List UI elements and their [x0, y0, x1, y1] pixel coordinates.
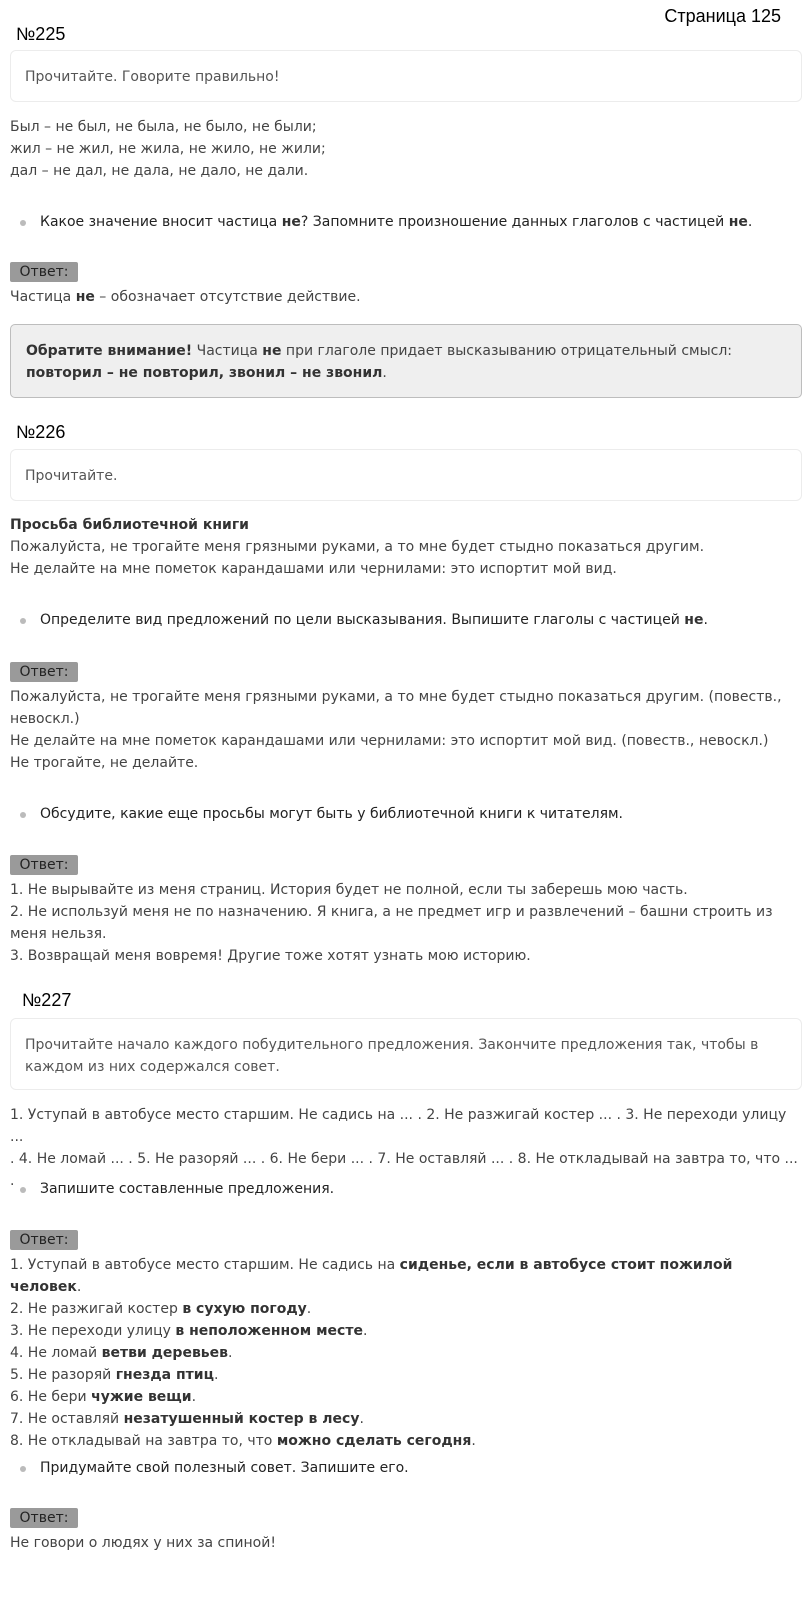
attention-note: Обратите внимание! Частица не при глаголе придает высказыванию отрицательный смысл: повторил – не повторил, звонил – не звонил.: [10, 324, 802, 398]
exercise-226-text: [10, 514, 802, 580]
exercise-227-number: №227: [22, 990, 72, 1010]
exercise-227-text: 1. Уступай в автобусе место старшим. Не садись на ... . 2. Не разжигай костер ... . 3. Не переходи улицу ... . 4. Не ломай ... . 5. Не разоряй ... . 6. Не бери ... . 7. Не оставляй ... . 8. Не откладывай на завтра то, что ... .: [10, 1107, 798, 1189]
exercise-227-question-2: Придумайте свой полезный совет. Запишите его.: [20, 1460, 800, 1476]
answer-badge: Ответ:: [10, 855, 78, 875]
text-line: Пожалуйста, не трогайте меня грязными руками, а то мне будет стыдно показаться другим.: [10, 539, 705, 555]
text-line: Не делайте на мне пометок карандашами или чернилами: это испортит мой вид.: [10, 561, 617, 577]
answer-badge: Ответ:: [10, 262, 78, 282]
exercise-226-question-1: Определите вид предложений по цели высказывания. Выпишите глаголы с частицей не.: [20, 612, 800, 628]
text-line: Был – не был, не была, не было, не были;: [10, 119, 317, 135]
exercise-225-text: [10, 116, 802, 182]
exercise-225-task: Прочитайте. Говорите правильно!: [10, 50, 802, 102]
text-line: дал – не дал, не дала, не дало, не дали.: [10, 163, 309, 179]
exercise-226-answer-1: Пожалуйста, не трогайте меня грязными руками, а то мне будет стыдно показаться другим. (повеств., невоскл.) Не делайте на мне пометок карандашами или чернилами: это испортит мой вид. (повеств., невоскл.) Не трогайте, не делайте.: [10, 689, 782, 771]
exercise-225-answer: Частица не – обозначает отсутствие действие.: [10, 289, 361, 305]
exercise-227-task: Прочитайте начало каждого побудительного предложения. Закончите предложения так, чтобы в каждом из них содержался совет.: [10, 1018, 802, 1090]
exercise-226-number: №226: [16, 422, 66, 442]
text-line: жил – не жил, не жила, не жило, не жили;: [10, 141, 326, 157]
exercise-227-answer-2: Не говори о людях у них за спиной!: [10, 1535, 276, 1551]
exercise-227-answer-1: 1. Уступай в автобусе место старшим. Не садись на сиденье, если в автобусе стоит пожилой человек. 2. Не разжигай костер в сухую погоду. 3. Не переходи улицу в неположенном месте. 4. Не ломай ветви деревьев. 5. Не разоряй гнезда птиц. 6. Не бери чужие вещи. 7. Не оставляй незатушенный костер в лесу. 8. Не откладывай на завтра то, что можно сделать сегодня.: [10, 1257, 733, 1449]
exercise-225-number: №225: [16, 24, 66, 44]
exercise-226-question-2: Обсудите, какие еще просьбы могут быть у библиотечной книги к читателям.: [20, 806, 800, 822]
text-title: Просьба библиотечной книги: [10, 517, 249, 533]
exercise-225-question: Какое значение вносит частица не? Запомните произношение данных глаголов с частицей не.: [20, 214, 800, 230]
exercise-226-task: Прочитайте.: [10, 449, 802, 501]
answer-badge: Ответ:: [10, 1230, 78, 1250]
answer-badge: Ответ:: [10, 662, 78, 682]
page-number: Страница 125: [664, 6, 781, 26]
exercise-227-question-1: Запишите составленные предложения.: [20, 1181, 800, 1197]
answer-badge: Ответ:: [10, 1508, 78, 1528]
exercise-226-answer-2: 1. Не вырывайте из меня страниц. История будет не полной, если ты заберешь мою часть. 2. Не используй меня не по назначению. Я книга, а не предмет игр и развлечений – башни строить из меня нельзя. 3. Возвращай меня вовремя! Другие тоже хотят узнать мою историю.: [10, 882, 773, 964]
